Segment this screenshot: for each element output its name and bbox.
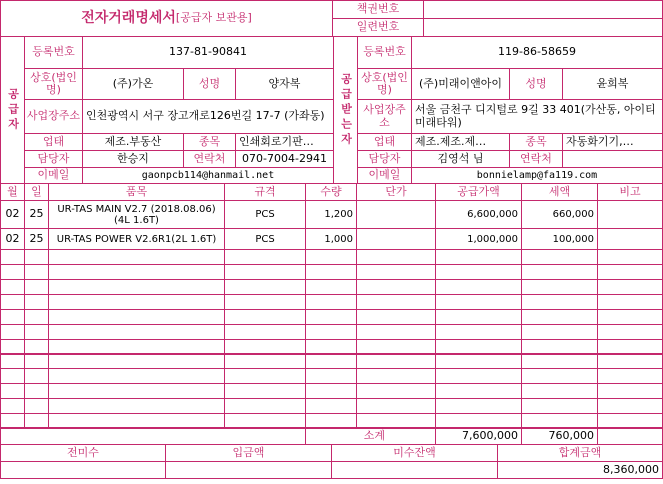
supplier-item: 인쇄회로기판…: [235, 133, 334, 151]
item-cell-supply-amount: 6,600,000: [435, 200, 522, 229]
item-cell-qty: [305, 383, 357, 399]
item-cell-unit-price: [356, 398, 436, 414]
unpaid-label: 미수잔액: [331, 444, 498, 462]
col-item-header: 품목: [48, 183, 225, 201]
item-cell-supply-amount: [435, 324, 522, 340]
item-cell-supply-amount: [435, 398, 522, 414]
item-cell-item: [48, 353, 225, 369]
item-cell-qty: [305, 368, 357, 384]
subtotal-label: 소계: [305, 427, 436, 445]
book-no-value: [423, 0, 663, 19]
unpaid-value: [331, 461, 498, 479]
item-cell-day: [24, 353, 49, 369]
item-cell-month: [0, 294, 25, 310]
receiver-reg-no-label: 등록번호: [357, 36, 412, 69]
item-cell-unit-price: [356, 264, 436, 280]
receiver-address-label: 사업장주소: [357, 99, 412, 134]
receiver-name-label: 성명: [509, 68, 563, 100]
supplier-manager: 한승지: [82, 150, 184, 168]
item-cell-tax: [521, 264, 598, 280]
item-cell-note: [597, 368, 663, 384]
supplier-business-type: 제조.부동산: [82, 133, 184, 151]
item-cell-spec: PCS: [224, 228, 306, 250]
item-cell-month: [0, 398, 25, 414]
item-cell-unit-price: [356, 353, 436, 369]
item-cell-unit-price: [356, 383, 436, 399]
receiver-company-label: 상호(법인명): [357, 68, 412, 100]
item-cell-month: [0, 279, 25, 295]
supplier-name: 양자복: [235, 68, 334, 100]
book-no-label: 책권번호: [332, 0, 424, 19]
receiver-manager-label: 담당자: [357, 150, 412, 168]
item-cell-qty: [305, 398, 357, 414]
item-cell-day: [24, 249, 49, 265]
supplier-contact-label: 연락처: [183, 150, 236, 168]
receiver-item: 자동화기기,…: [562, 133, 663, 151]
supplier-business-type-label: 업태: [24, 133, 83, 151]
item-cell-tax: 660,000: [521, 200, 598, 229]
item-cell-tax: [521, 398, 598, 414]
receiver-email: bonnielamp@fa119.com: [411, 167, 663, 184]
item-cell-item: [48, 309, 225, 325]
supplier-company: (주)가온: [82, 68, 184, 100]
item-cell-month: [0, 309, 25, 325]
serial-no-value: [423, 18, 663, 37]
item-cell-qty: [305, 279, 357, 295]
supplier-company-label: 상호(법인명): [24, 68, 83, 100]
item-cell-spec: [224, 353, 306, 369]
item-cell-spec: [224, 368, 306, 384]
item-cell-tax: [521, 324, 598, 340]
receiver-name: 윤희복: [562, 68, 663, 100]
item-cell-note: [597, 200, 663, 229]
item-cell-tax: [521, 294, 598, 310]
supplier-address: 인천광역시 서구 장고개로126번길 17-7 (가좌동): [82, 99, 334, 134]
item-cell-spec: [224, 309, 306, 325]
subtotal-blank: [0, 427, 306, 445]
item-cell-day: 25: [24, 228, 49, 250]
item-cell-spec: PCS: [224, 200, 306, 229]
col-day-header: 일: [24, 183, 49, 201]
item-cell-day: [24, 368, 49, 384]
item-cell-unit-price: [356, 368, 436, 384]
supplier-email-label: 이메일: [24, 167, 83, 184]
item-cell-item: UR-TAS POWER V2.6R1(2L 1.6T): [48, 228, 225, 250]
item-cell-supply-amount: [435, 383, 522, 399]
item-cell-spec: [224, 398, 306, 414]
item-cell-unit-price: [356, 228, 436, 250]
item-cell-supply-amount: [435, 294, 522, 310]
item-cell-spec: [224, 249, 306, 265]
item-cell-note: [597, 398, 663, 414]
item-cell-supply-amount: [435, 279, 522, 295]
item-cell-unit-price: [356, 200, 436, 229]
col-qty-header: 수량: [305, 183, 357, 201]
item-cell-qty: 1,000: [305, 228, 357, 250]
item-cell-unit-price: [356, 249, 436, 265]
item-cell-month: [0, 353, 25, 369]
receiver-company: (주)미래이앤아이: [411, 68, 510, 100]
item-cell-supply-amount: [435, 249, 522, 265]
receiver-side-label: 공급받는자: [333, 36, 358, 184]
item-cell-unit-price: [356, 324, 436, 340]
item-cell-tax: [521, 309, 598, 325]
supplier-reg-no: 137-81-90841: [82, 36, 334, 69]
item-cell-unit-price: [356, 294, 436, 310]
item-cell-item: [48, 383, 225, 399]
item-cell-supply-amount: [435, 264, 522, 280]
item-cell-qty: [305, 249, 357, 265]
item-cell-supply-amount: [435, 353, 522, 369]
item-cell-note: [597, 383, 663, 399]
item-cell-month: 02: [0, 200, 25, 229]
item-cell-spec: [224, 279, 306, 295]
col-spec-header: 규격: [224, 183, 306, 201]
item-cell-tax: [521, 368, 598, 384]
receiver-item-label: 종목: [509, 133, 563, 151]
receiver-reg-no: 119-86-58659: [411, 36, 663, 69]
supplier-name-label: 성명: [183, 68, 236, 100]
deposit-value: [165, 461, 332, 479]
supplier-email: gaonpcb114@hanmail.net: [82, 167, 334, 184]
item-cell-note: [597, 279, 663, 295]
item-cell-month: [0, 249, 25, 265]
item-cell-qty: 1,200: [305, 200, 357, 229]
subtotal-supply-amount: 7,600,000: [435, 427, 522, 445]
supplier-manager-label: 담당자: [24, 150, 83, 168]
item-cell-day: [24, 383, 49, 399]
item-cell-item: [48, 324, 225, 340]
receiver-manager: 김영석 님: [411, 150, 510, 168]
item-cell-month: [0, 324, 25, 340]
receiver-business-type-label: 업태: [357, 133, 412, 151]
supplier-reg-no-label: 등록번호: [24, 36, 83, 69]
prev-balance-label: 전미수: [0, 444, 166, 462]
item-cell-month: [0, 368, 25, 384]
deposit-label: 입금액: [165, 444, 332, 462]
item-cell-item: [48, 294, 225, 310]
supplier-address-label: 사업장주소: [24, 99, 83, 134]
receiver-contact: [562, 150, 663, 168]
item-cell-item: [48, 368, 225, 384]
col-month-header: 월: [0, 183, 25, 201]
item-cell-day: [24, 324, 49, 340]
item-cell-qty: [305, 309, 357, 325]
item-cell-qty: [305, 324, 357, 340]
item-cell-note: [597, 353, 663, 369]
item-cell-qty: [305, 264, 357, 280]
item-cell-unit-price: [356, 309, 436, 325]
item-cell-item: [48, 279, 225, 295]
item-cell-item: [48, 398, 225, 414]
item-cell-item: UR-TAS MAIN V2.7 (2018.08.06) (4L 1.6T): [48, 200, 225, 229]
item-cell-spec: [224, 324, 306, 340]
prev-balance-value: [0, 461, 166, 479]
item-cell-supply-amount: [435, 368, 522, 384]
receiver-business-type: 제조.제조.제…: [411, 133, 510, 151]
item-cell-note: [597, 309, 663, 325]
item-cell-qty: [305, 294, 357, 310]
item-cell-day: [24, 398, 49, 414]
item-cell-note: [597, 294, 663, 310]
item-cell-tax: [521, 279, 598, 295]
item-cell-month: [0, 383, 25, 399]
item-cell-tax: [521, 383, 598, 399]
col-supply-amount-header: 공급가액: [435, 183, 522, 201]
receiver-email-label: 이메일: [357, 167, 412, 184]
supplier-contact: 070-7004-2941: [235, 150, 334, 168]
item-cell-day: [24, 309, 49, 325]
receiver-address: 서울 금천구 디지털로 9길 33 401(가산동, 아이티미래타워): [411, 99, 663, 134]
title-main: 전자거래명세서: [81, 9, 176, 26]
item-cell-unit-price: [356, 279, 436, 295]
supplier-side-label: 공급자: [0, 36, 25, 184]
item-cell-note: [597, 264, 663, 280]
item-cell-item: [48, 264, 225, 280]
total-value: 8,360,000: [497, 461, 663, 479]
subtotal-tax: 760,000: [521, 427, 598, 445]
supplier-item-label: 종목: [183, 133, 236, 151]
item-cell-supply-amount: [435, 309, 522, 325]
item-cell-day: [24, 264, 49, 280]
document-title: [0, 0, 333, 37]
item-cell-tax: [521, 249, 598, 265]
col-unit-price-header: 단가: [356, 183, 436, 201]
total-label: 합계금액: [497, 444, 663, 462]
col-tax-header: 세액: [521, 183, 598, 201]
item-cell-qty: [305, 353, 357, 369]
serial-no-label: 일련번호: [332, 18, 424, 37]
item-cell-day: 25: [24, 200, 49, 229]
subtotal-note: [597, 427, 663, 445]
item-cell-note: [597, 249, 663, 265]
item-cell-month: 02: [0, 228, 25, 250]
item-cell-note: [597, 324, 663, 340]
item-cell-day: [24, 279, 49, 295]
item-cell-spec: [224, 383, 306, 399]
item-cell-spec: [224, 294, 306, 310]
item-cell-item: [48, 249, 225, 265]
receiver-contact-label: 연락처: [509, 150, 563, 168]
col-note-header: 비고: [597, 183, 663, 201]
title-sub: [공급자 보관용]: [175, 11, 252, 25]
item-cell-supply-amount: 1,000,000: [435, 228, 522, 250]
item-cell-month: [0, 264, 25, 280]
item-cell-tax: [521, 353, 598, 369]
item-cell-note: [597, 228, 663, 250]
item-cell-day: [24, 294, 49, 310]
item-cell-spec: [224, 264, 306, 280]
item-cell-tax: 100,000: [521, 228, 598, 250]
